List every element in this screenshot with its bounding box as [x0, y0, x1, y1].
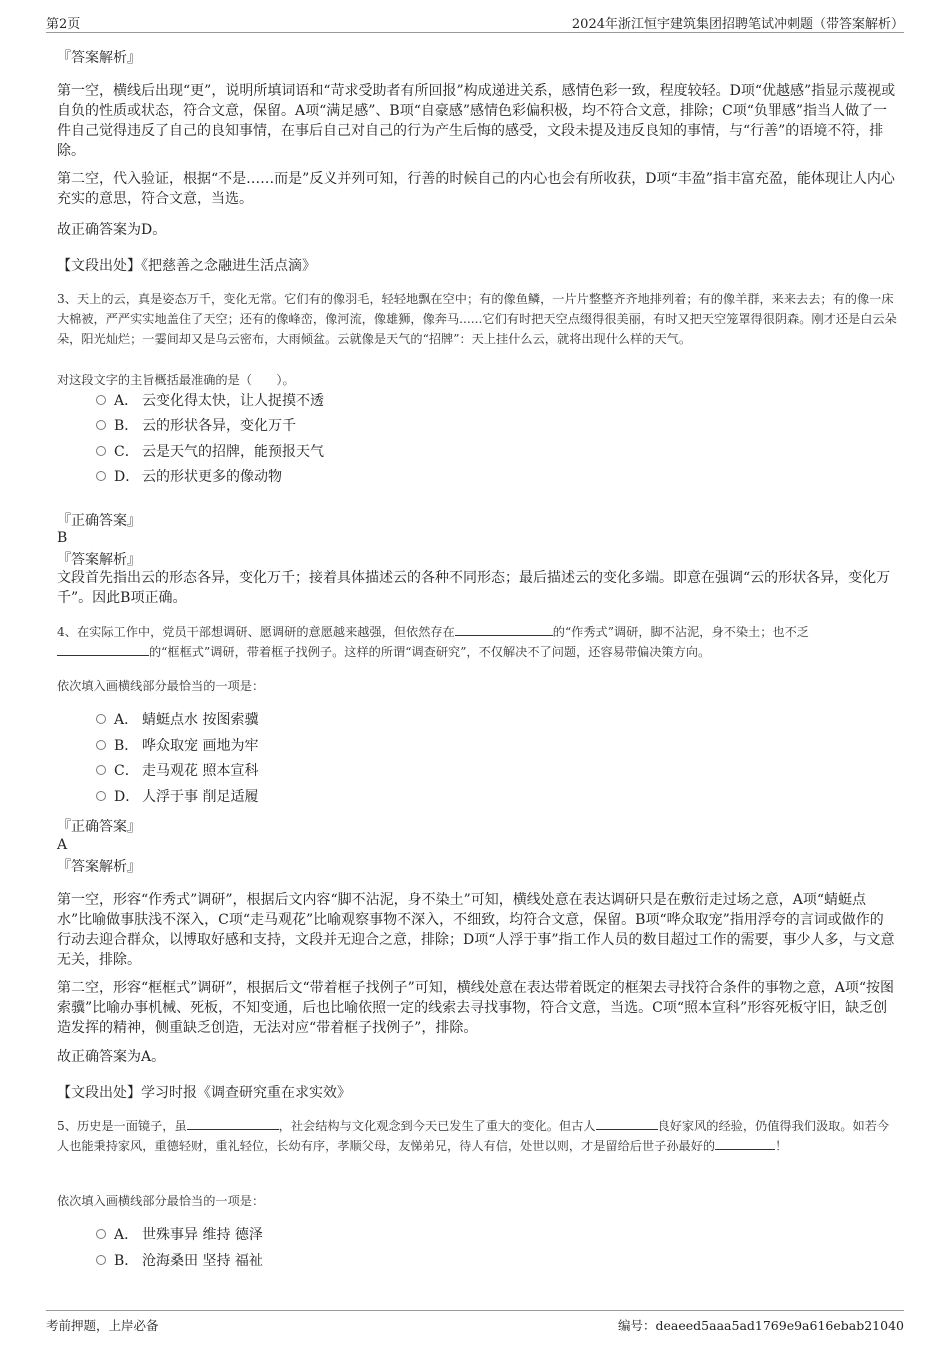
- q3-option-c[interactable]: C． 云是天气的招牌，能预报天气: [96, 441, 324, 463]
- q4-source: 【文段出处】学习时报《调查研究重在求实效》: [57, 1085, 351, 1101]
- q4-conclusion: 故正确答案为A。: [57, 1049, 166, 1065]
- radio-icon[interactable]: [96, 1255, 106, 1265]
- q5-option-b[interactable]: B． 沧海桑田 坚持 福祉: [96, 1250, 263, 1272]
- document-title: 2024年浙江恒宇建筑集团招聘笔试冲刺题（带答案解析）: [571, 17, 904, 32]
- footer-slogan: 考前押题，上岸必备: [46, 1318, 159, 1333]
- radio-icon[interactable]: [96, 1229, 106, 1239]
- radio-icon[interactable]: [96, 714, 106, 724]
- q4-option-b[interactable]: B． 哗众取宠 画地为牢: [96, 735, 258, 757]
- q3-option-d[interactable]: D． 云的形状更多的像动物: [96, 466, 282, 488]
- q3-answer-label: 『正确答案』: [57, 513, 141, 529]
- q5-question: 依次填入画横线部分最恰当的一项是：: [57, 1194, 265, 1208]
- q5-stem: 5、历史是一面镜子，虽 ，社会结构与文化观念到今天已发生了重大的变化。但古人 良好家风的经验，仍值得我们汲取。如若今人也能秉持家风，重德轻财，重礼轻位，长幼有序，孝顺父母，友悌弟兄，待人有信，处世以则，才是留给后世子孙最好的 ！: [57, 1119, 890, 1153]
- q3-analysis-label: 『答案解析』: [57, 552, 141, 568]
- q3-option-a[interactable]: A． 云变化得太快，让人捉摸不透: [96, 390, 324, 412]
- radio-icon[interactable]: [96, 791, 106, 801]
- q4-analysis-p2: 第二空，形容“框框式”调研”，根据后文“带着框子找例子”可知，横线处意在表达带着既定的框架去寻找符合条件的事物之意，A项“按图索骥”比喻办事机械、死板，不知变通，后也比喻依照一定的线索去寻找事物，符合文意，当选。C项“照本宣科”形容死板守旧，缺乏创造发挥的精神，侧重缺乏创造，无法对应“带着框子找例子”，排除。: [57, 980, 895, 1036]
- radio-icon[interactable]: [96, 471, 106, 481]
- q4-answer: A: [57, 837, 68, 853]
- radio-icon[interactable]: [96, 446, 106, 456]
- q4-analysis-p1: 第一空，形容“作秀式”调研”，根据后文内容“脚不沾泥，身不染土”可知，横线处意在表达调研只是在敷衍走过场之意，A项“蜻蜓点水”比喻做事肤浅不深入，C项“走马观花”比喻观察事物不深入，不细致，均符合文意，保留。B项“哗众取宠”指用浮夸的言词或做作的行动去迎合群众，以博取好感和支持，文段并无迎合之意，排除；D项“人浮于事”指工作人员的数目超过工作的需要，事少人多，与文意无关，排除。: [57, 892, 895, 968]
- radio-icon[interactable]: [96, 765, 106, 775]
- blank-line: [715, 1137, 775, 1150]
- q2-analysis-p1: 第一空，横线后出现“更”，说明所填词语和“苛求受助者有所回报”构成递进关系，感情色彩一致，程度较轻。D项“优越感”指显示蔑视或自负的性质或状态，符合文意，保留。A项“满足感”、B项“自豪感”感情色彩偏积极，均不符合文意，排除；C项“负罪感”指当人做了一件自己觉得违反了自己的良知事情，在事后自己对自己的行为产生后悔的感受，文段未提及违反良知的事情，与“行善”的语境不符，排除。: [57, 83, 896, 159]
- page-header: [46, 10, 904, 33]
- q2-analysis-label: 『答案解析』: [57, 50, 141, 66]
- q4-answer-label: 『正确答案』: [57, 819, 141, 835]
- q2-source: 【文段出处】《把慈善之念融进生活点滴》: [57, 258, 316, 274]
- q2-analysis-p2: 第二空，代入验证，根据“不是……而是”反义并列可知，行善的时候自己的内心也会有所收获，D项“丰盈”指丰富充盈，能体现让人内心充实的意思，符合文意，当选。: [57, 171, 895, 207]
- q4-option-c[interactable]: C． 走马观花 照本宣科: [96, 760, 258, 782]
- q4-analysis-label: 『答案解析』: [57, 859, 141, 875]
- q4-option-d[interactable]: D． 人浮于事 削足适履: [96, 786, 258, 808]
- blank-line: [57, 643, 149, 656]
- q3-analysis: 文段首先指出云的形态各异，变化万千；接着具体描述云的各种不同形态；最后描述云的变化多端。即意在强调“云的形状各异，变化万千”。因此B项正确。: [57, 570, 891, 606]
- q4-option-a[interactable]: A． 蜻蜓点水 按图索骥: [96, 709, 258, 731]
- q3-question: 对这段文字的主旨概括最准确的是（ ）。: [57, 373, 295, 387]
- q2-conclusion: 故正确答案为D。: [57, 222, 167, 238]
- radio-icon[interactable]: [96, 740, 106, 750]
- blank-line: [455, 623, 553, 636]
- q3-option-b[interactable]: B． 云的形状各异，变化万千: [96, 415, 296, 437]
- page-number: 第2页: [46, 17, 81, 32]
- q4-stem: 4、在实际工作中，党员干部想调研、愿调研的意愿越来越强，但依然存在 的“作秀式”调研，脚不沾泥，身不染土；也不乏的“框框式”调研，带着框子找例子。这样的所谓“调查研究”，不仅解决不了问题，还容易带偏决策方向。: [57, 625, 809, 659]
- q3-answer: B: [57, 530, 68, 546]
- q4-question: 依次填入画横线部分最恰当的一项是：: [57, 679, 265, 693]
- blank-line: [596, 1117, 658, 1130]
- page-footer: [46, 1310, 904, 1335]
- radio-icon[interactable]: [96, 395, 106, 405]
- blank-line: [187, 1117, 279, 1130]
- q3-stem: 3、天上的云，真是姿态万千，变化无常。它们有的像羽毛，轻轻地飘在空中；有的像鱼鳞，一片片整整齐齐地排列着；有的像羊群，来来去去；有的像一床大棉被，严严实实地盖住了天空；还有的像峰峦，像河流，像雄狮，像奔马......它们有时把天空点缀得很美丽，有时又把天空笼罩得很阴森。刚才还是白云朵朵，阳光灿烂；一霎间却又是乌云密布，大雨倾盆。云就像是天气的“招牌”：天上挂什么云，就将出现什么样的天气。: [57, 292, 897, 346]
- q5-option-a[interactable]: A． 世殊事异 维持 德泽: [96, 1224, 263, 1246]
- radio-icon[interactable]: [96, 420, 106, 430]
- document-id: 编号：deaeed5aaa5ad1769e9a616ebab21040: [618, 1318, 904, 1333]
